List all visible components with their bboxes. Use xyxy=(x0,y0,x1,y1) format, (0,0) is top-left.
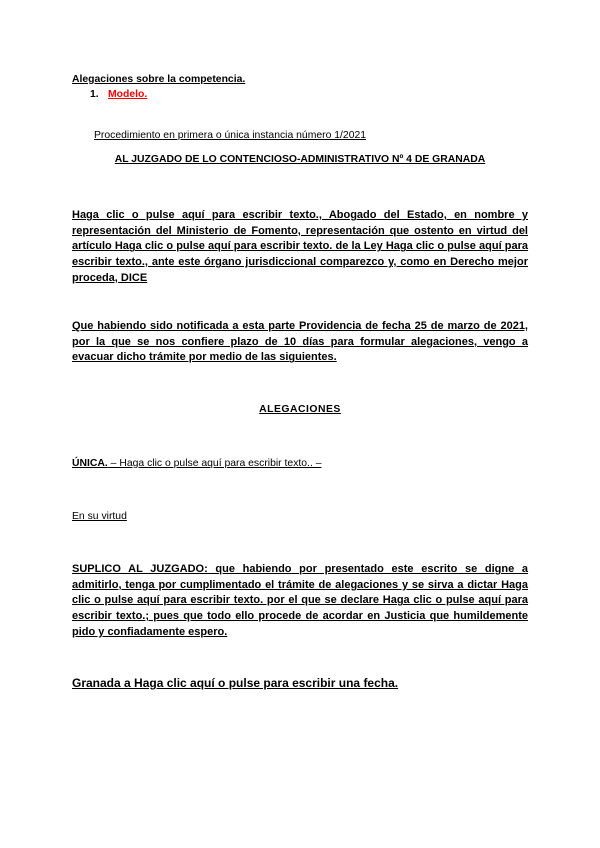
list-item-number: 1. xyxy=(90,89,99,100)
list-item-modelo xyxy=(90,88,546,101)
unica-paragraph xyxy=(72,457,528,470)
court-heading: AL JUZGADO DE LO CONTENCIOSO-ADMINISTRATIVO Nº 4 DE GRANADA xyxy=(114,154,486,165)
en-su-virtud: En su virtud xyxy=(72,511,127,522)
list-item-label[interactable]: Modelo. xyxy=(108,89,148,100)
unica-label: ÚNICA. xyxy=(72,458,108,469)
date-line[interactable]: Granada a Haga clic aquí o pulse para escribir una fecha. xyxy=(72,676,399,690)
suplico-paragraph: SUPLICO AL JUZGADO: que habiendo por presentado este escrito se digne a admitirlo, tenga por cumplimentado el trámite de alegaciones y se sirva a dictar Haga clic o pulse aquí para escribir texto. por el que se declare Haga clic o pulse aquí para escribir texto.; pues que todo ello procede de acordar en Justicia que humildemente pido y confiadamente espero. xyxy=(72,563,528,638)
document-heading: Alegaciones sobre la competencia. xyxy=(72,74,246,85)
notification-paragraph: Que habiendo sido notificada a esta parte Providencia de fecha 25 de marzo de 2021, por la que se nos confiere plazo de 10 días para formular alegaciones, vengo a evacuar dicho trámite por medio de las siguientes. xyxy=(72,320,528,364)
alegaciones-heading: ALEGACIONES xyxy=(259,404,341,415)
intro-paragraph: Haga clic o pulse aquí para escribir texto., Abogado del Estado, en nombre y representación del Ministerio de Fomento, representación que ostento en virtud del artículo Haga clic o pulse aquí para escribir texto. de la Ley Haga clic o pulse aquí para escribir texto., ante este órgano jurisdiccional comparezco y, como en Derecho mejor proceda, DICE xyxy=(72,209,528,284)
procedure-line: Procedimiento en primera o única instancia número 1/2021 xyxy=(94,130,367,141)
unica-text[interactable]: – Haga clic o pulse aquí para escribir texto.. – xyxy=(107,458,322,469)
